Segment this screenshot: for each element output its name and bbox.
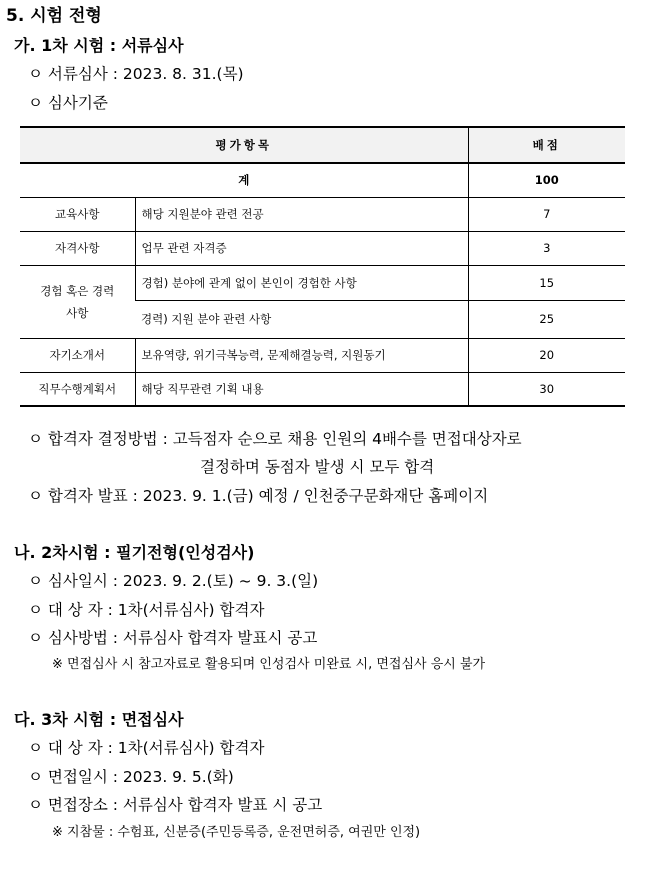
row-score: 7 — [468, 197, 625, 231]
row-detail: 업무 관련 자격증 — [135, 231, 468, 265]
table-row — [20, 265, 625, 300]
row-category: 경험 혹은 경력사항 — [20, 265, 135, 338]
row-score: 25 — [468, 300, 625, 338]
pass-method-line2: 결정하며 동점자 발생 시 모두 합격 — [200, 458, 435, 476]
row-detail: 경험) 분야에 관계 없이 본인이 경험한 사항 — [135, 265, 468, 300]
header-score: 배점 — [468, 127, 625, 163]
table-total-row — [20, 163, 625, 197]
row-category: 자기소개서 — [20, 338, 135, 372]
table-row — [20, 372, 625, 406]
third-exam-heading: 다. 3차 시험 : 면접심사 — [14, 710, 184, 729]
row-category: 교육사항 — [20, 197, 135, 231]
header-item: 평가항목 — [20, 127, 468, 163]
row-score: 20 — [468, 338, 625, 372]
second-exam-date: ㅇ 심사일시 : 2023. 9. 2.(토) ~ 9. 3.(일) — [28, 572, 319, 590]
row-score: 15 — [468, 265, 625, 300]
row-category: 직무수행계획서 — [20, 372, 135, 406]
third-exam-date: ㅇ 면접일시 : 2023. 9. 5.(화) — [28, 768, 234, 786]
third-exam-place: ㅇ 면접장소 : 서류심사 합격자 발표 시 공고 — [28, 796, 323, 814]
total-label: 계 — [20, 163, 468, 197]
row-detail: 보유역량, 위기극복능력, 문제해결능력, 지원동기 — [135, 338, 468, 372]
total-score: 100 — [468, 163, 625, 197]
table-row — [20, 338, 625, 372]
section-title: 5. 시험 전형 — [6, 6, 102, 26]
table-header-row — [20, 127, 625, 163]
first-exam-date: ㅇ 서류심사 : 2023. 8. 31.(목) — [28, 65, 244, 83]
second-exam-note: ※ 면접심사 시 참고자료로 활용되며 인성검사 미완료 시, 면접심사 응시 불가 — [52, 657, 486, 672]
criteria-label: ㅇ 심사기준 — [28, 94, 108, 112]
second-exam-target: ㅇ 대 상 자 : 1차(서류심사) 합격자 — [28, 601, 265, 619]
third-exam-note: ※ 지참물 : 수험표, 신분증(주민등록증, 운전면허증, 여권만 인정) — [52, 825, 421, 840]
table-row — [20, 231, 625, 265]
third-exam-target: ㅇ 대 상 자 : 1차(서류심사) 합격자 — [28, 739, 265, 757]
second-exam-method: ㅇ 심사방법 : 서류심사 합격자 발표시 공고 — [28, 629, 318, 647]
row-detail: 해당 지원분야 관련 전공 — [135, 197, 468, 231]
first-exam-heading: 가. 1차 시험 : 서류심사 — [14, 36, 184, 55]
row-detail: 경력) 지원 분야 관련 사항 — [135, 300, 468, 338]
row-category: 자격사항 — [20, 231, 135, 265]
row-detail: 해당 직무관련 기획 내용 — [135, 372, 468, 406]
pass-method-line1: ㅇ 합격자 결정방법 : 고득점자 순으로 채용 인원의 4배수를 면접대상자로 — [28, 430, 522, 448]
row-score: 3 — [468, 231, 625, 265]
pass-announce: ㅇ 합격자 발표 : 2023. 9. 1.(금) 예정 / 인천중구문화재단 홈페이지 — [28, 487, 489, 505]
table-row — [20, 197, 625, 231]
row-score: 30 — [468, 372, 625, 406]
second-exam-heading: 나. 2차시험 : 필기전형(인성검사) — [14, 543, 255, 562]
evaluation-table — [20, 126, 625, 407]
